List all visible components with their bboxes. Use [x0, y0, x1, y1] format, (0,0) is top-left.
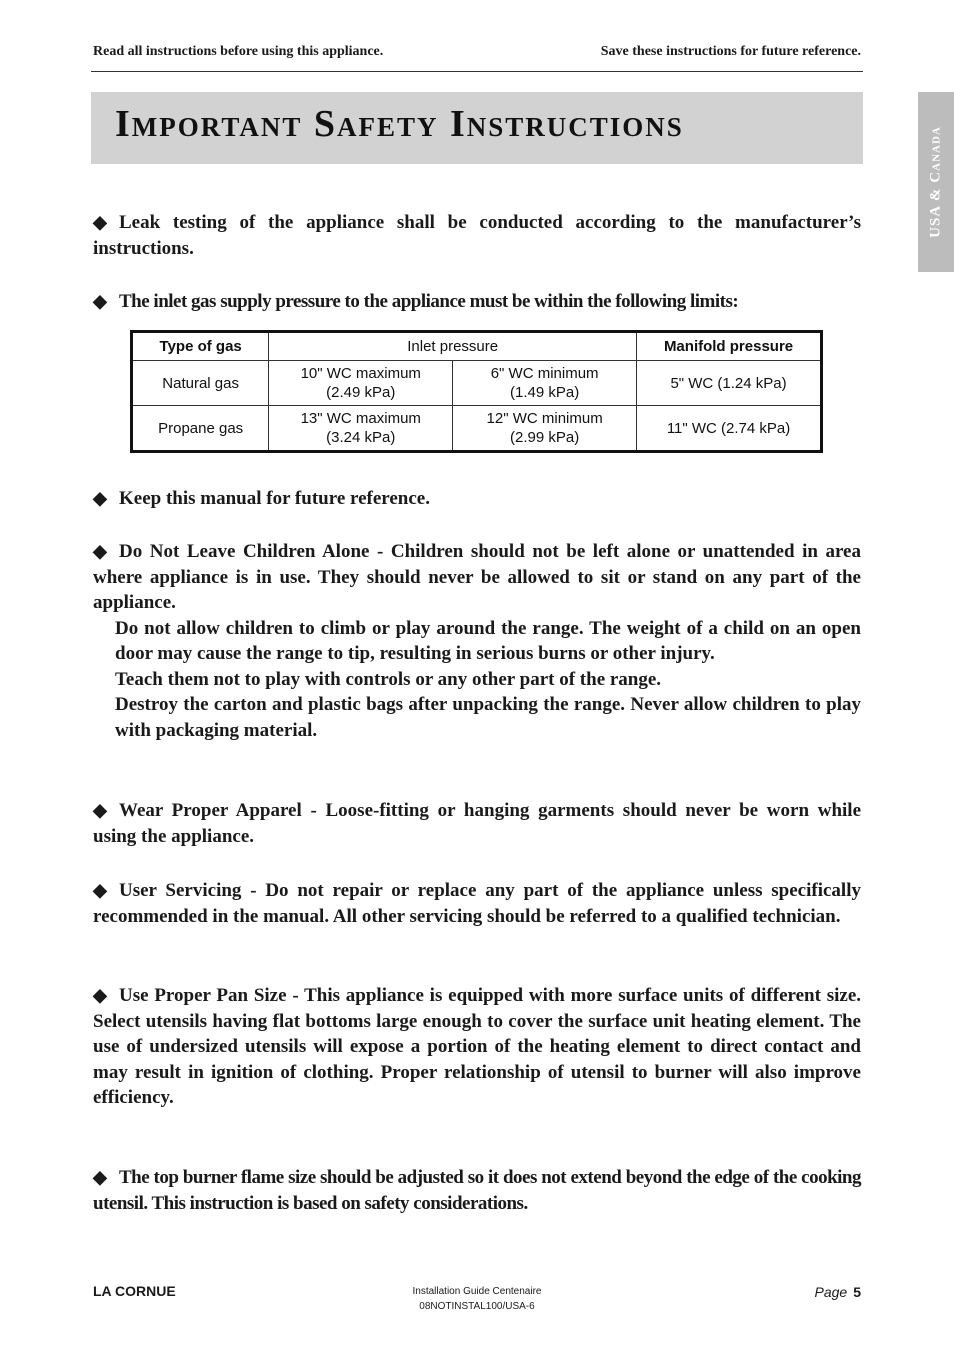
header-inlet-pressure: Inlet pressure [269, 332, 637, 361]
header-left-note: Read all instructions before using this appliance. [93, 44, 384, 59]
header-rule [91, 71, 863, 72]
bullet-inlet-pressure [93, 289, 861, 315]
bullet-text: Keep this manual for future reference. [119, 488, 430, 509]
bullet-keep-manual [93, 486, 861, 512]
diamond-bullet-icon: ◆ [93, 291, 107, 311]
gas-type-cell: Natural gas [132, 361, 269, 406]
diamond-bullet-icon: ◆ [93, 488, 107, 508]
inlet-min-cell: 12" WC minimum (2.99 kPa) [453, 406, 637, 452]
bullet-servicing [93, 878, 861, 929]
page-label: Page [814, 1284, 848, 1300]
table-row [132, 361, 822, 406]
footer-doc-code: 08NOTINSTAL100/USA-6 [419, 1301, 535, 1312]
footer-guide-info [0, 1284, 954, 1314]
bullet-paragraph: ◆ Do Not Leave Children Alone - Children should not be left alone or unattended in area where appliance is in use. They should never be allowed to sit or stand on any part of the appliance. [93, 541, 861, 613]
footer-guide-title: Installation Guide Centenaire [412, 1286, 542, 1297]
bullet-text: The top burner flame size should be adjusted so it does not extend beyond the edge of the cooking utensil. This instruction is based on safety considerations. [93, 1167, 861, 1214]
diamond-bullet-icon: ◆ [93, 1167, 107, 1187]
table-header-row [132, 332, 822, 361]
bullet-apparel [93, 798, 861, 849]
header-manifold-pressure: Manifold pressure [637, 332, 822, 361]
bullet-paragraph: Destroy the carton and plastic bags after unpacking the range. Never allow children to play with packaging material. [115, 694, 861, 741]
diamond-bullet-icon: ◆ [93, 541, 107, 561]
bullet-paragraph: Do not allow children to climb or play around the range. The weight of a child on an open door may cause the range to tip, resulting in serious burns or other injury. [115, 617, 861, 664]
page-number: 5 [853, 1284, 861, 1300]
footer-brand: LA CORNUE [93, 1283, 176, 1299]
gas-pressure-table [130, 330, 823, 453]
bullet-text: The inlet gas supply pressure to the appliance must be within the following limits: [119, 291, 739, 312]
table-row [132, 406, 822, 452]
bullet-children [93, 539, 861, 743]
bullet-text: Leak testing of the appliance shall be conducted according to the manufacturer’s instructions. [93, 212, 861, 259]
header-type-of-gas: Type of gas [132, 332, 269, 361]
inlet-min-cell: 6" WC minimum (1.49 kPa) [453, 361, 637, 406]
page-title: Important Safety Instructions [115, 103, 684, 145]
bullet-text: User Servicing - Do not repair or replace any part of the appliance unless specifically recommended in the manual. All other servicing should be referred to a qualified technician. [93, 880, 861, 927]
region-tab-label: USA & Canada [927, 126, 944, 238]
bullet-leak-testing [93, 210, 861, 261]
inlet-max-cell: 13" WC maximum (3.24 kPa) [269, 406, 453, 452]
manifold-cell: 11" WC (2.74 kPa) [637, 406, 822, 452]
bullet-paragraph: Teach them not to play with controls or any other part of the range. [115, 668, 662, 690]
diamond-bullet-icon: ◆ [93, 880, 107, 900]
manifold-cell: 5" WC (1.24 kPa) [637, 361, 822, 406]
header-right-note: Save these instructions for future reference. [600, 44, 861, 59]
bullet-text: Wear Proper Apparel - Loose-fitting or hanging garments should never be worn while using the appliance. [93, 800, 861, 847]
footer-page [815, 1284, 862, 1300]
bullet-pan-size [93, 983, 861, 1111]
diamond-bullet-icon: ◆ [93, 985, 107, 1005]
bullet-text: Use Proper Pan Size - This appliance is equipped with more surface units of different size. Select utensils having flat bottoms large enough to cover the surface unit heating element. The use of undersized utensils will expose a portion of the heating element to direct contact and may result in ignition of clothing. Proper relationship of utensil to burner will also improve efficiency. [93, 985, 861, 1108]
diamond-bullet-icon: ◆ [93, 212, 107, 232]
gas-type-cell: Propane gas [132, 406, 269, 452]
inlet-max-cell: 10" WC maximum (2.49 kPa) [269, 361, 453, 406]
region-tab [918, 92, 954, 272]
bullet-flame-size [93, 1165, 861, 1216]
diamond-bullet-icon: ◆ [93, 800, 107, 820]
title-band [91, 92, 863, 164]
